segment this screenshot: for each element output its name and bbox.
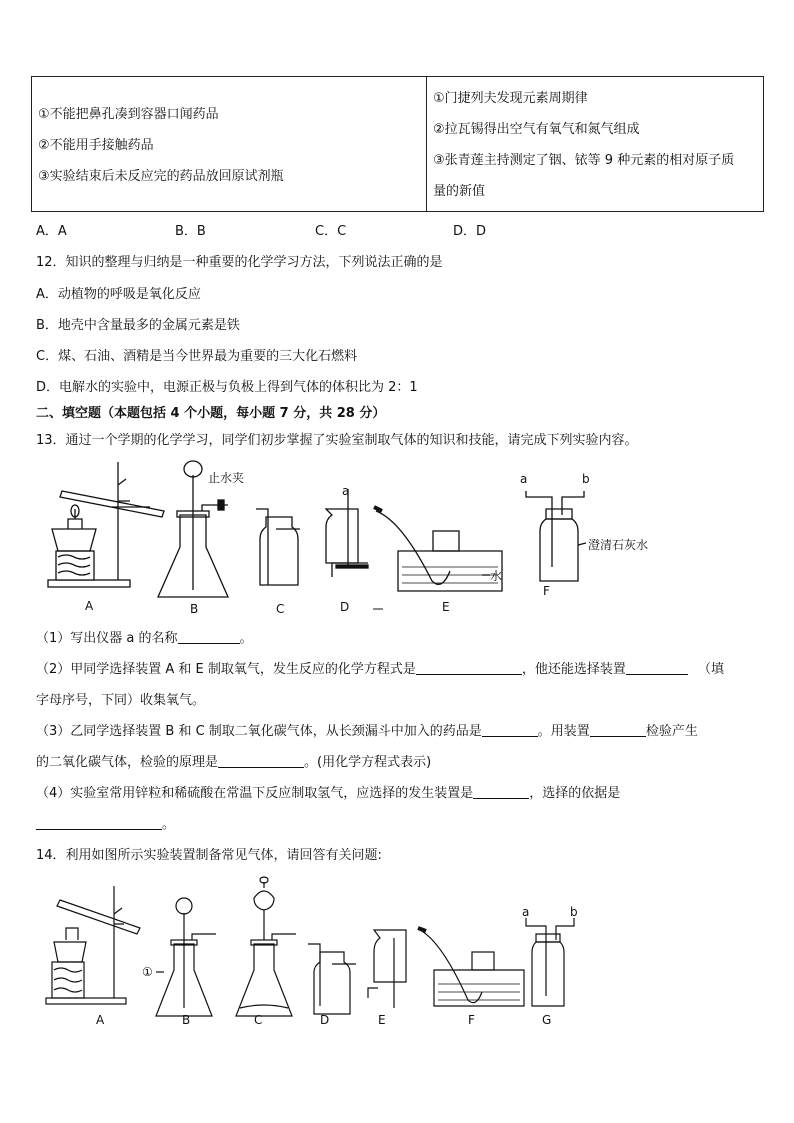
table-right-line: ①门捷列夫发现元素周期律 xyxy=(433,91,588,106)
q12-option-a: A．动植物的呼吸是氧化反应 xyxy=(36,287,201,302)
q13-blank-6[interactable] xyxy=(218,753,304,768)
fig13-label-b: B xyxy=(190,602,199,616)
q13-part3b xyxy=(36,751,431,770)
fig13-label-a: A xyxy=(85,599,94,613)
fig14-a-label: a xyxy=(522,905,530,919)
apparatus-d-drawing xyxy=(326,489,368,577)
fig13-water-label: 水 xyxy=(490,569,503,583)
fig14-d-drawing xyxy=(308,944,356,1014)
q13-blank-2[interactable] xyxy=(416,660,522,675)
q13-part3-mid: 。用装置 xyxy=(537,724,590,739)
fig14-label-e: E xyxy=(378,1013,386,1027)
table-right-line: ②拉瓦锡得出空气有氧气和氮气组成 xyxy=(433,122,640,137)
q12-option-d: D．电解水的实验中，电源正极与负极上得到气体的体积比为 2：1 xyxy=(36,380,418,395)
q13-part2-mid: ，他还能选择装置 xyxy=(521,662,626,677)
q13-stem: 13．通过一个学期的化学学习，同学们初步掌握了实验室制取气体的知识和技能，请完成下列实验内容。 xyxy=(36,433,638,448)
fig13-label-e: E xyxy=(442,600,450,614)
q13-blank-4[interactable] xyxy=(482,722,538,737)
table-left-cell xyxy=(32,77,427,212)
q13-part4b-end: 。 xyxy=(162,817,176,832)
section-heading: 二、填空题（本题包括 4 个小题，每小题 7 分，共 28 分） xyxy=(36,406,386,421)
fig13-clamp-label: 止水夹 xyxy=(208,471,245,485)
table-left-line: ③实验结束后未反应完的药品放回原试剂瓶 xyxy=(38,169,284,184)
apparatus-f-drawing xyxy=(526,491,586,581)
table-left-line: ①不能把鼻孔凑到容器口闻药品 xyxy=(38,107,219,122)
table-right-cell xyxy=(427,77,764,212)
q13-part2b: 字母序号，下同）收集氧气。 xyxy=(36,693,206,708)
fig14-g-drawing xyxy=(526,918,574,1006)
q13-part3-text: （3）乙同学选择装置 B 和 C 制取二氧化碳气体，从长颈漏斗中加入的药品是 xyxy=(36,724,482,739)
q13-part2-text: （2）甲同学选择装置 A 和 E 制取氧气，发生反应的化学方程式是 xyxy=(36,662,416,677)
q13-part1-text: （1）写出仪器 a 的名称 xyxy=(36,631,178,646)
q13-part4-end: ，选择的依据是 xyxy=(529,786,621,801)
q13-part4b xyxy=(36,813,175,832)
fig13-b-top-label: b xyxy=(582,472,590,486)
q13-part1-end: 。 xyxy=(239,631,253,646)
table-right-line: ③张青莲主持测定了铟、铱等 9 种元素的相对原子质 xyxy=(433,153,735,168)
fig14-c-drawing xyxy=(236,877,296,1016)
q13-part2-end: （填 xyxy=(697,662,724,677)
q13-part1 xyxy=(36,627,253,646)
q14-stem: 14．利用如图所示实验装置制备常见气体，请回答有关问题: xyxy=(36,848,382,863)
q13-blank-1[interactable] xyxy=(178,629,240,644)
fig13-a-label: a xyxy=(342,484,350,498)
fig14-circle-one-label: ① xyxy=(142,965,153,979)
fig13-label-f: F xyxy=(543,584,550,598)
q13-part4 xyxy=(36,782,620,801)
fig14-label-d: D xyxy=(320,1013,330,1027)
fig13-a-top-label: a xyxy=(520,472,528,486)
q12-option-b: B．地壳中含量最多的金属元素是铁 xyxy=(36,318,240,333)
fig14-b-label: b xyxy=(570,905,578,919)
table-left-line: ②不能用手接触药品 xyxy=(38,138,154,153)
fig14-a-drawing xyxy=(46,886,140,1004)
fig13-label-d: D xyxy=(340,600,350,614)
fig13-limewater-label: 澄清石灰水 xyxy=(588,538,649,552)
fig14-label-f: F xyxy=(468,1013,475,1027)
q13-part3b-end: 。(用化学方程式表示) xyxy=(304,755,432,770)
fig14-label-g: G xyxy=(542,1013,552,1027)
q13-blank-8[interactable] xyxy=(36,815,162,830)
fig14-label-b: B xyxy=(182,1013,191,1027)
apparatus-a-drawing xyxy=(48,462,164,587)
q13-part2 xyxy=(36,658,724,677)
q11-option-d: D．D xyxy=(453,224,487,239)
fig14-label-c: C xyxy=(254,1013,263,1027)
q13-blank-5[interactable] xyxy=(590,722,646,737)
table-right-line: 量的新值 xyxy=(433,184,486,199)
fig14-label-a: A xyxy=(96,1013,105,1027)
q13-blank-3[interactable] xyxy=(626,660,688,675)
q13-part3 xyxy=(36,720,698,739)
q11-option-c: C．C xyxy=(315,224,347,239)
fig14-b-drawing xyxy=(156,898,216,1016)
q12-option-c: C．煤、石油、酒精是当今世界最为重要的三大化石燃料 xyxy=(36,349,358,364)
q11-option-a: A．A xyxy=(36,224,67,239)
apparatus-c-drawing xyxy=(256,509,300,585)
fig14-f-drawing xyxy=(418,928,524,1006)
q13-part3-end: 检验产生 xyxy=(645,724,698,739)
fig13-label-c: C xyxy=(276,602,285,616)
q13-apparatus-figure xyxy=(30,455,710,625)
fig14-e-drawing xyxy=(368,930,406,1008)
apparatus-e-drawing xyxy=(374,507,502,591)
q13-part4-text: （4）实验室常用锌粒和稀硫酸在常温下反应制取氢气，应选择的发生装置是 xyxy=(36,786,474,801)
q11-option-b: B．B xyxy=(175,224,206,239)
q12-stem: 12．知识的整理与归纳是一种重要的化学学习方法，下列说法正确的是 xyxy=(36,255,443,270)
q13-blank-7[interactable] xyxy=(473,784,529,799)
q14-apparatus-figure xyxy=(36,868,596,1028)
q11-table xyxy=(31,76,764,212)
q13-part3b-text: 的二氧化碳气体，检验的原理是 xyxy=(36,755,219,770)
